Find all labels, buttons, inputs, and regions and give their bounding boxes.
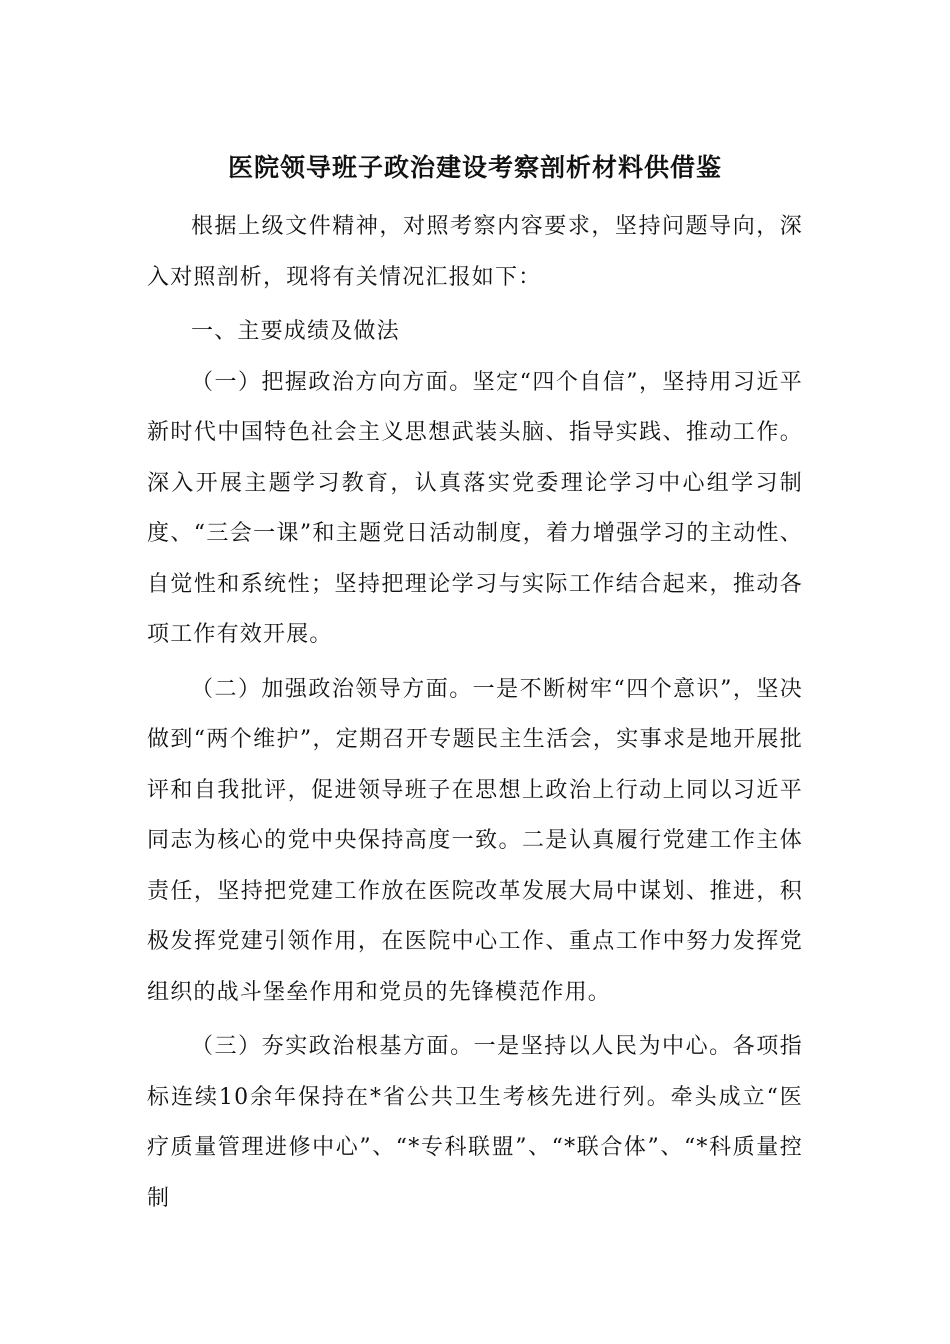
paragraph-political-leadership: （二）加强政治领导方面。一是不断树牢“四个意识”，坚决做到“两个维护”，定期召开专题民主生活会，实事求是地开展批评和自我批评，促进领导班子在思想上政治上行动上同以习近平同志为核心的党中央保持高度一致。二是认真履行党建工作主体责任，坚持把党建工作放在医院改革发展大局中谋划、推进，积极发挥党建引领作用，在医院中心工作、重点工作中努力发挥党组织的战斗堡垒作用和党员的先锋模范作用。 [147,676,803,1005]
document-body [147,202,803,1224]
document-title: 医院领导班子政治建设考察剖析材料供借鉴 [227,153,722,182]
section-heading: 一、主要成绩及做法 [191,319,400,344]
paragraph-political-foundation: （三）夯实政治根基方面。一是坚持以人民为中心。各项指标连续10余年保持在*省公共卫生考核先进行列。牵头成立“医疗质量管理进修中心”、“*专科联盟”、“*联合体”、“*科质量控制 [147,1034,803,1211]
intro-paragraph: 根据上级文件精神，对照考察内容要求，坚持问题导向，深入对照剖析，现将有关情况汇报如下： [147,214,803,290]
paragraph-political-direction: （一）把握政治方向方面。坚定“四个自信”，坚持用习近平新时代中国特色社会主义思想武装头脑、指导实践、推动工作。深入开展主题学习教育，认真落实党委理论学习中心组学习制度、“三会一课”和主题党日活动制度，着力增强学习的主动性、自觉性和系统性；坚持把理论学习与实际工作结合起来，推动各项工作有效开展。 [147,369,803,647]
